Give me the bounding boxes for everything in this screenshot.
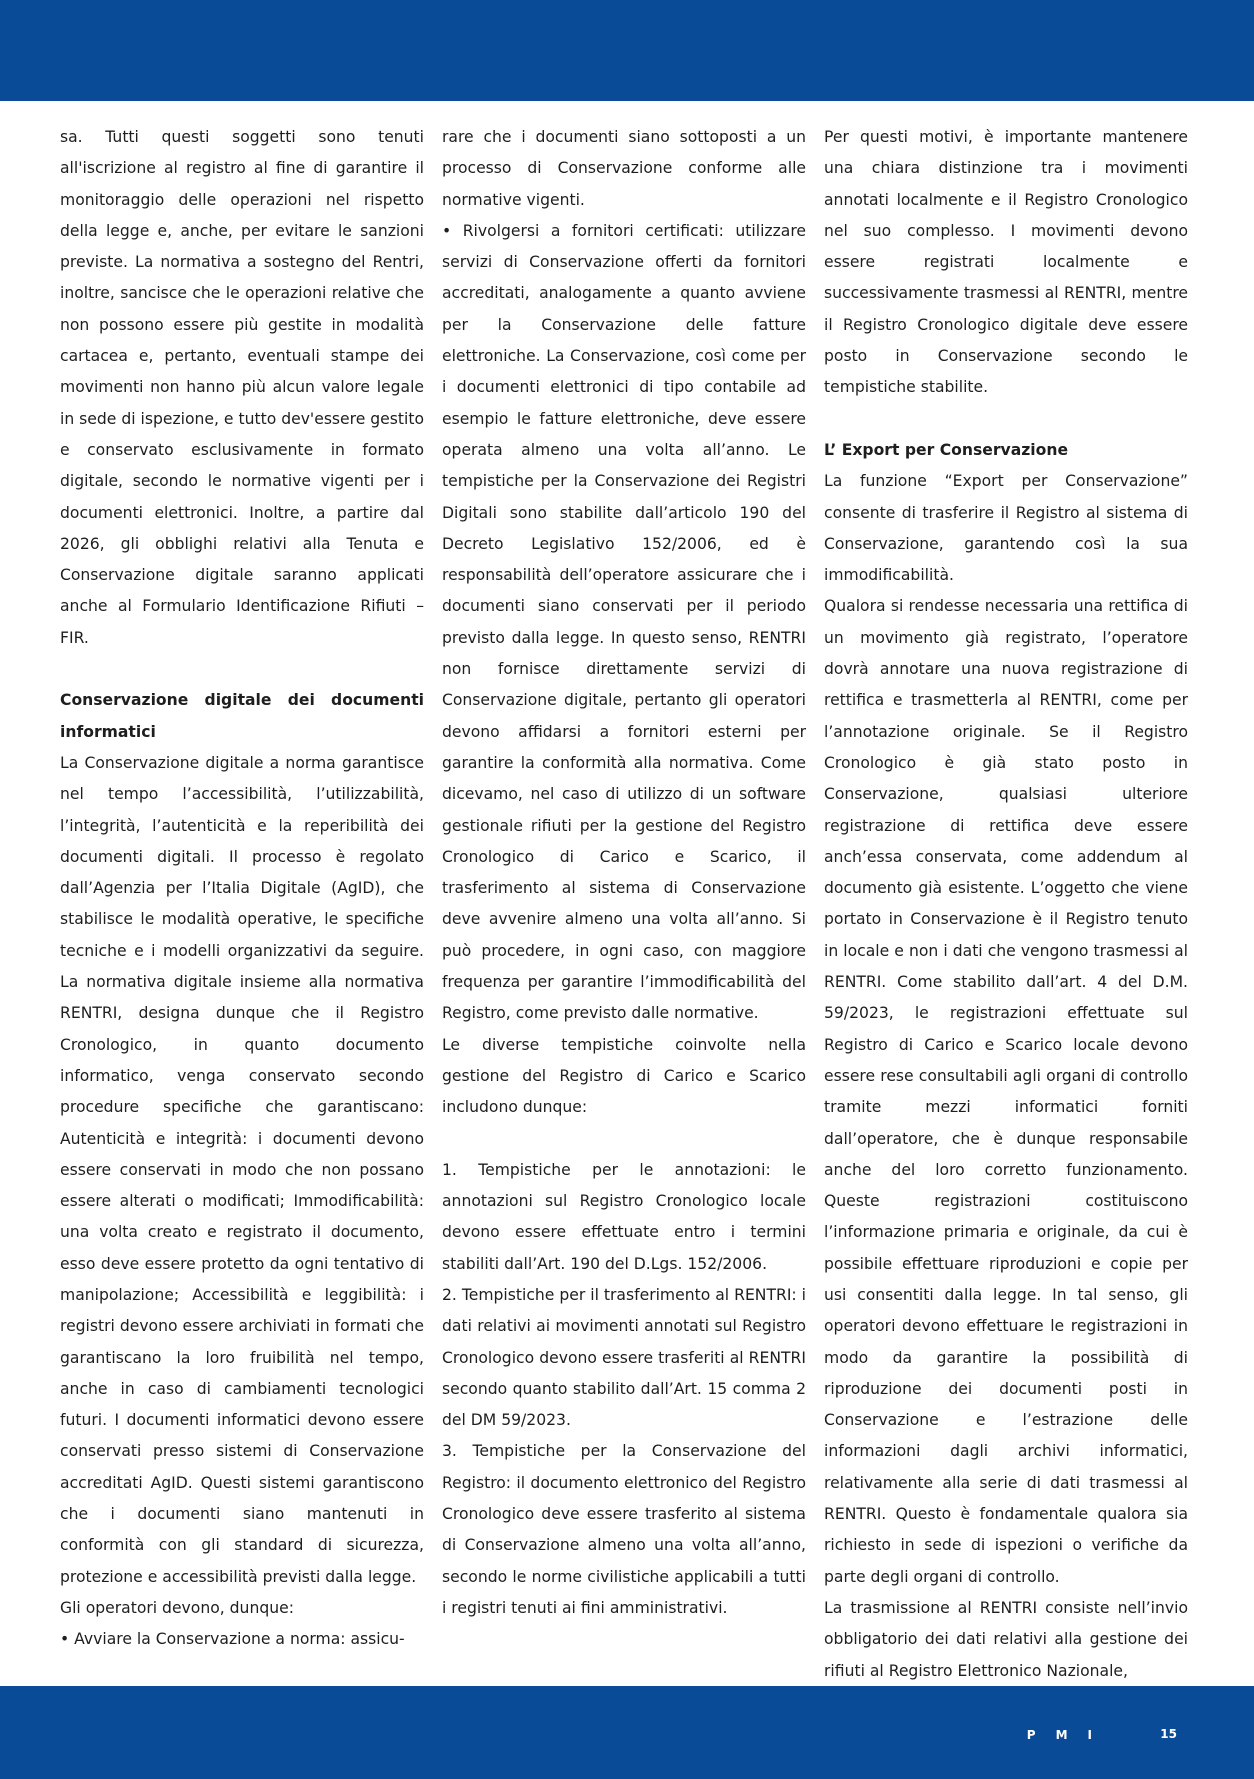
list-item: 1. Tempistiche per le annotazioni: le annotazioni sul Registro Cronologico locale devono essere effettuate entro i termini stabiliti dall’Art. 190 del D.Lgs. 152/2006. — [442, 1160, 806, 1273]
paragraph: La trasmissione al RENTRI consiste nell’invio obbligatorio dei dati relativi alla gestione dei rifiuti al Registro Elettronico Nazionale, — [824, 1598, 1188, 1680]
page-number: 15 — [1160, 1727, 1177, 1741]
paragraph: La Conservazione digitale a norma garantisce nel tempo l’accessibilità, l’utilizzabilità, l’integrità, l’autenticità e la reperibilità dei documenti digitali. Il processo è regolato dall’Agenzia per l’Italia Digitale (AgID), che stabilisce le modalità operative, le specifiche tecniche e i modelli organizzativi da seguire. La normativa digitale insieme alla normativa RENTRI, designa dunque che il Registro Cronologico, in quanto documento informatico, venga conservato secondo procedure specifiche che garantiscano: Autenticità e integrità: i documenti devono essere conservati in modo che non possano essere alterati o modificati; Immodificabilità: una volta creato e registrato il documento, esso deve essere protetto da ogni tentativo di manipolazione; Accessibilità e leggibilità: i registri devono essere archiviati in formati che garantiscano la loro fruibilità nel tempo, anche in caso di cambiamenti tecnologici futuri. I documenti informatici devono essere conservati presso sistemi di Conservazione accreditati AgID. Questi sistemi garantiscono che i documenti siano mantenuti in conformità con gli standard di sicurezza, protezione e accessibilità previsti dalla legge. — [60, 753, 425, 1586]
list-item: 2. Tempistiche per il trasferimento al RENTRI: i dati relativi ai movimenti annotati sul Registro Cronologico devono essere trasferiti al RENTRI secondo quanto stabilito dall’Art. 15 comma 2 del DM 59/2023. — [442, 1285, 806, 1430]
paragraph: Qualora si rendesse necessaria una rettifica di un movimento già registrato, l’operatore dovrà annotare una nuova registrazione di rettifica e trasmetterla al RENTRI, come per l’annotazione originale. Se il Registro Cronologico è già stato posto in Conservazione, qualsiasi ulteriore registrazione di rettifica deve essere anch’essa conservata, come addendum al documento già esistente. L’oggetto che viene portato in Conservazione è il Registro tenuto in locale e non i dati che vengono trasmessi al RENTRI. Come stabilito dall’art. 4 del D.M. 59/2023, le registrazioni effettuate sul Registro di Carico e Scarico locale devono essere rese consultabili agli organi di controllo tramite mezzi informatici forniti dall’operatore, che è dunque responsabile anche del loro corretto funzionamento. Queste registrazioni costituiscono l’informazione primaria e originale, da cui è possibile effettuare riproduzioni e copie per usi consentiti dalla legge. In tal senso, gli operatori devono effettuare le registrazioni in modo da garantire la possibilità di riproduzione dei documenti posti in Conservazione e l’estrazione delle informazioni dagli archivi informatici, relativamente alla serie di dati trasmessi al RENTRI. Questo è fondamentale qualora sia richiesto in sede di ispezioni o verifiche da parte degli organi di controllo. — [824, 597, 1188, 1586]
paragraph: La funzione “Export per Conservazione” consente di trasferire il Registro al sistema di Conservazione, garantendo così la sua immodificabilità. — [824, 472, 1188, 585]
header-band — [0, 0, 1254, 101]
text-column-3 — [824, 122, 1188, 1680]
paragraph: rare che i documenti siano sottoposti a un processo di Conservazione conforme alle normative vigenti. — [442, 128, 806, 209]
text-column-2 — [442, 122, 806, 1652]
section-heading: Conservazione digitale dei documenti informatici — [60, 691, 424, 741]
paragraph: Per questi motivi, è importante mantenere una chiara distinzione tra i movimenti annotati localmente e il Registro Cronologico nel suo complesso. I movimenti devono essere registrati localmente e successivamente trasmessi al RENTRI, mentre il Registro Cronologico digitale deve essere posto in Conservazione secondo le tempistiche stabilite. — [824, 128, 1188, 397]
list-item: 3. Tempistiche per la Conservazione del Registro: il documento elettronico del Registro Cronologico deve essere trasferito al sistema di Conservazione almeno una volta all’anno, secondo le norme civilistiche applicabili a tutti i registri tenuti ai fini amministrativi. — [442, 1442, 806, 1617]
bullet-item: • Rivolgersi a fornitori certificati: utilizzare servizi di Conservazione offerti da fornitori accreditati, analogamente a quanto avviene per la Conservazione delle fatture elettroniche. La Conservazione, così come per i documenti elettronici di tipo contabile ad esempio le fatture elettroniche, deve essere operata almeno una volta all’anno. Le tempistiche per la Conservazione dei Registri Digitali sono stabilite dall’articolo 190 del Decreto Legislativo 152/2006, ed è responsabilità dell’operatore assicurare che i documenti siano conservati per il periodo previsto dalla legge. In questo senso, RENTRI non fornisce direttamente servizi di Conservazione digitale, pertanto gli operatori devono affidarsi a fornitori esterni per garantire la conformità alla normativa. Come dicevamo, nel caso di utilizzo di un software gestionale rifiuti per la gestione del Registro Cronologico di Carico e Scarico, il trasferimento al sistema di Conservazione deve avvenire almeno una volta all’anno. Si può procedere, in ogni caso, con maggiore frequenza per garantire l’immodificabilità del Registro, come previsto dalle normative. — [442, 221, 806, 1023]
paragraph: sa. Tutti questi soggetti sono tenuti all'iscrizione al registro al fine di garantire il monitoraggio delle operazioni nel rispetto della legge e, anche, per evitare le sanzioni previste. La normativa a sostegno del Rentri, inoltre, sancisce che le operazioni relative che non possono essere più gestite in modalità cartacea e, pertanto, eventuali stampe dei movimenti non hanno più alcun valore legale in sede di ispezione, e tutto dev'essere gestito e conservato esclusivamente in formato digitale, secondo le normative vigenti per i documenti elettronici. Inoltre, a partire dal 2026, gli obblighi relativi alla Tenuta e Conservazione digitale saranno applicati anche al Formulario Identificazione Rifiuti – FIR. — [60, 128, 424, 647]
paragraph: Gli operatori devono, dunque: — [60, 1598, 294, 1617]
text-column-1 — [60, 122, 424, 1652]
section-heading: L’ Export per Conservazione — [824, 440, 1069, 459]
paragraph: Le diverse tempistiche coinvolte nella gestione del Registro di Carico e Scarico includono dunque: — [442, 1035, 806, 1117]
footer-brand: PMI — [1026, 1728, 1112, 1742]
bullet-item: • Avviare la Conservazione a norma: assicu- — [60, 1630, 405, 1649]
